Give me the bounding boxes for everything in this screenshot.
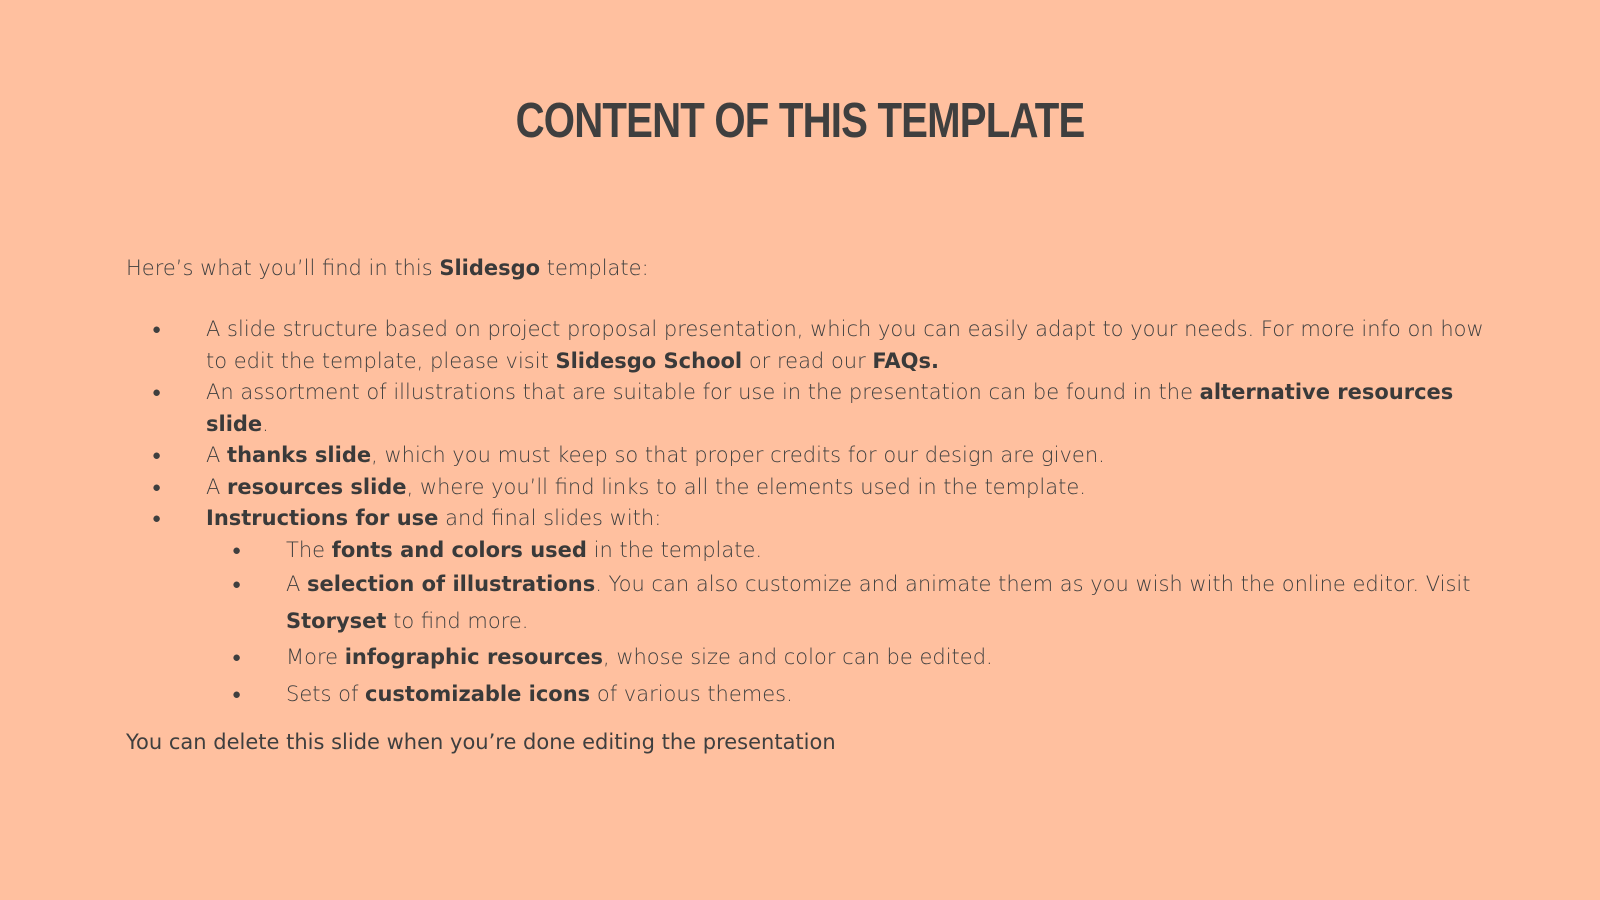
list-item-bold: alternative resources slide <box>206 380 1454 436</box>
list-item-text: Sets of <box>286 681 366 706</box>
list-item-bold: Instructions for use <box>206 506 439 530</box>
list-item-text: of various themes. <box>590 681 793 706</box>
content-list <box>126 314 1486 712</box>
list-item-text: A slide structure based on project proposal presentation, which you can easily adapt to your needs. For more info on how to edit the template, please visit <box>206 317 1484 373</box>
list-item-text: in the template. <box>586 537 763 562</box>
storyset-link[interactable]: Storyset <box>286 608 387 633</box>
list-item-text: More <box>286 645 345 669</box>
list-item-text: to find more. <box>386 608 529 633</box>
list-item-illustrations <box>126 377 1486 440</box>
sub-list-item-fonts <box>206 535 1486 567</box>
sub-list-item-infographics <box>206 639 1486 676</box>
list-item-text: A <box>206 474 228 499</box>
list-item-text: , whose size and color can be edited. <box>602 645 993 669</box>
slidesgo-school-link[interactable]: Slidesgo School <box>555 348 743 373</box>
intro-paragraph <box>126 252 1486 284</box>
intro-brand: Slidesgo <box>439 256 541 280</box>
list-item-bold: infographic resources <box>344 645 603 669</box>
sub-list-item-selection <box>206 566 1486 639</box>
slide-body <box>126 252 1486 712</box>
list-item-text: or read our <box>742 348 873 373</box>
outro-paragraph: You can delete this slide when you’re done editing the presentation <box>126 730 836 754</box>
list-item-text: An assortment of illustrations that are suitable for use in the presentation can be found in the <box>206 380 1200 404</box>
list-item-text: , where you’ll find links to all the elements used in the template. <box>406 474 1086 499</box>
list-item-text: A <box>286 572 308 596</box>
list-item-text: , which you must keep so that proper credits for our design are given. <box>371 443 1105 467</box>
list-item-structure <box>126 314 1486 377</box>
faqs-link[interactable]: FAQs. <box>872 348 939 373</box>
list-item-text: The <box>286 537 332 562</box>
list-item-bold: selection of illustrations <box>307 572 596 596</box>
slide-title: CONTENT OF THIS TEMPLATE <box>515 94 1085 148</box>
list-item-thanks <box>126 440 1486 472</box>
list-item-text: . <box>262 411 269 436</box>
list-item-text: and final slides with: <box>438 506 662 530</box>
sub-list-item-icons <box>206 676 1486 713</box>
list-item-text: A <box>206 443 228 467</box>
intro-text-before: Here’s what you’ll find in this <box>126 256 440 280</box>
list-item-bold: fonts and colors used <box>331 537 587 562</box>
list-item-bold: customizable icons <box>365 681 591 706</box>
sub-list <box>206 535 1486 713</box>
list-item-bold: thanks slide <box>227 443 372 467</box>
list-item-instructions <box>126 503 1486 712</box>
list-item-text: . You can also customize and animate them as you wish with the online editor. Visit <box>595 572 1471 596</box>
list-item-resources <box>126 472 1486 504</box>
list-item-bold: resources slide <box>227 474 407 499</box>
intro-text-after: template: <box>540 256 649 280</box>
